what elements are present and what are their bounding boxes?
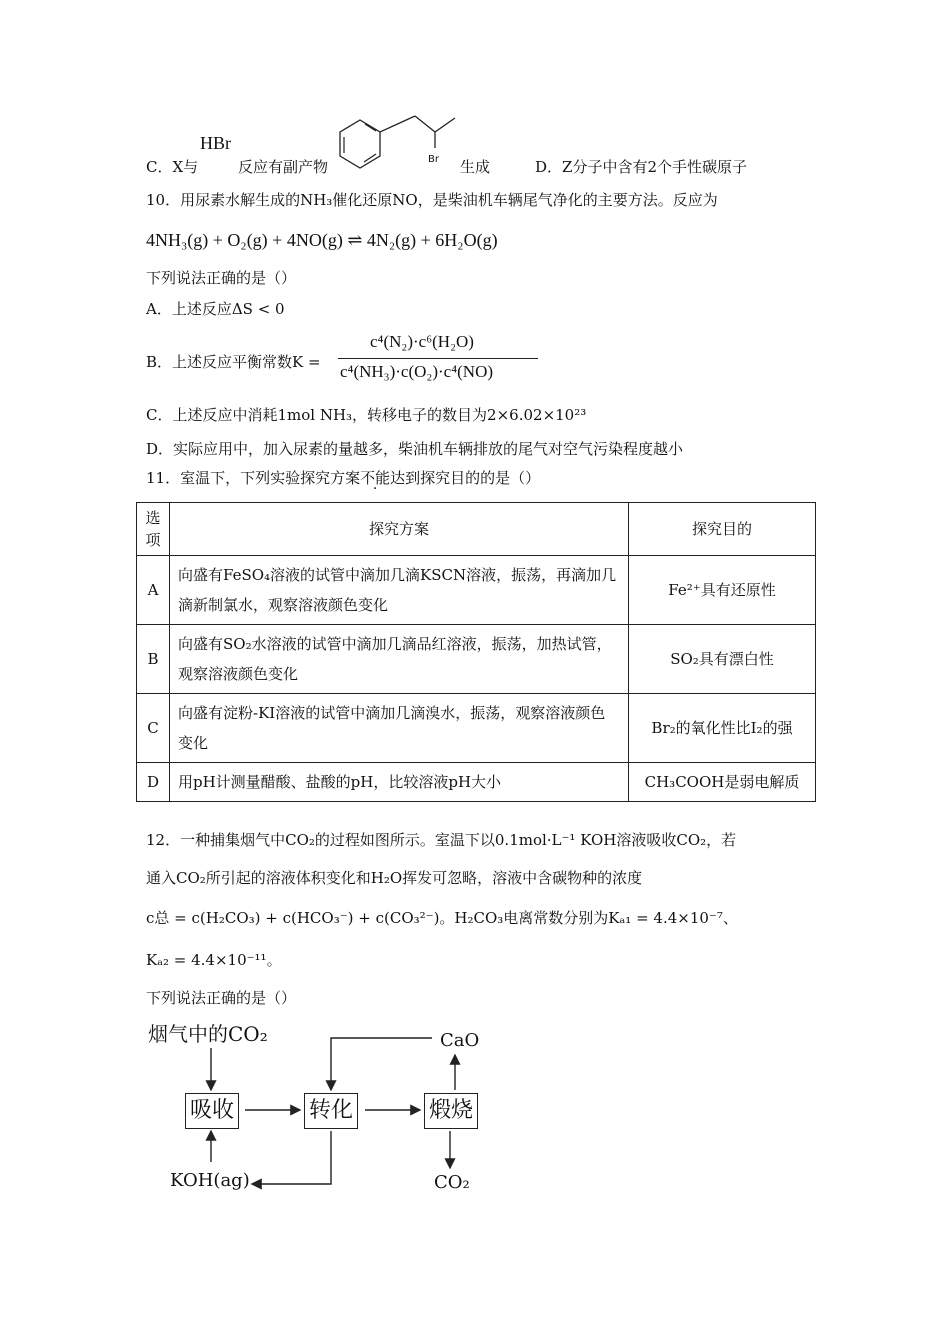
hbr-label: HBr	[200, 133, 231, 153]
q10-equation: 4NH₃(g) + O₂(g) + 4NO(g) ⇌ 4N₂(g) + 6H₂O(g)	[146, 230, 498, 250]
row-plan: 向盛有淀粉-KI溶液的试管中滴加几滴溴水，振荡，观察溶液颜色变化	[170, 694, 629, 763]
row-plan: 用pH计测量醋酸、盐酸的pH，比较溶液pH大小	[170, 763, 629, 802]
row-plan: 向盛有SO₂水溶液的试管中滴加几滴品红溶液，振荡，加热试管，观察溶液颜色变化	[170, 625, 629, 694]
header-goal: 探究目的	[629, 503, 816, 556]
row-goal: CH₃COOH是弱电解质	[629, 763, 816, 802]
row-plan: 向盛有FeSO₄溶液的试管中滴加几滴KSCN溶液，振荡，再滴加几滴新制氯水，观察溶液颜色变化	[170, 556, 629, 625]
cao-label: CaO	[440, 1030, 480, 1051]
k-numerator: c⁴(N₂)·c⁶(H₂O)	[370, 332, 474, 351]
q10-option-b-label: B．上述反应平衡常数K =	[146, 353, 321, 371]
q12-line3: c总 = c(H₂CO₃) + c(HCO₃⁻) + c(CO₃²⁻)。H₂CO₃电离常数分别为Kₐ₁ = 4.4×10⁻⁷、	[146, 909, 738, 927]
k-denominator: c⁴(NH₃)·c(O₂)·c⁴(NO)	[340, 362, 494, 381]
flue-gas-label: 烟气中的CO₂	[148, 1022, 268, 1046]
q9-option-c-middle: 反应有副产物	[238, 158, 329, 176]
row-goal: Br₂的氧化性比I₂的强	[629, 694, 816, 763]
header-option: 选项	[137, 503, 170, 556]
calcine-box: 煅烧	[424, 1093, 478, 1129]
q10-option-d: D．实际应用中，加入尿素的量越多，柴油机车辆排放的尾气对空气污染程度越小	[146, 440, 684, 458]
row-option: C	[137, 694, 170, 763]
row-option: A	[137, 556, 170, 625]
row-option: D	[137, 763, 170, 802]
q12-line1: 12．一种捕集烟气中CO₂的过程如图所示。室温下以0.1mol·L⁻¹ KOH溶液吸收CO₂，若	[146, 831, 737, 849]
absorb-box: 吸收	[185, 1093, 239, 1129]
co2-product-label: CO₂	[434, 1172, 470, 1193]
header-plan: 探究方案	[170, 503, 629, 556]
q10-option-c: C．上述反应中消耗1mol NH₃，转移电子的数目为2×6.02×10²³	[146, 406, 587, 424]
q12-ask: 下列说法正确的是（）	[146, 989, 297, 1007]
q11-stem-emphasis: 不能	[360, 469, 391, 487]
row-goal: Fe²⁺具有还原性	[629, 556, 816, 625]
row-option: B	[137, 625, 170, 694]
q9-option-c-suffix: 生成	[460, 158, 491, 176]
q11-stem-a: 11．室温下，下列实验探究方案	[146, 469, 361, 487]
q11-stem-b: 达到探究目的的是（）	[390, 469, 541, 487]
q10-option-a: A．上述反应ΔS < 0	[146, 300, 285, 318]
q9-option-d: D．Z分子中含有2个手性碳原子	[535, 158, 747, 176]
koh-label: KOH(ag)	[170, 1170, 250, 1191]
row-goal: SO₂具有漂白性	[629, 625, 816, 694]
q12-line4: Kₐ₂ = 4.4×10⁻¹¹。	[146, 951, 282, 969]
q10-stem: 10．用尿素水解生成的NH₃催化还原NO，是柴油机车辆尾气净化的主要方法。反应为	[146, 191, 718, 209]
q10-ask: 下列说法正确的是（）	[146, 269, 297, 287]
q12-line2: 通入CO₂所引起的溶液体积变化和H₂O挥发可忽略，溶液中含碳物种的浓度	[146, 869, 643, 887]
bromine-label: Br	[428, 154, 439, 165]
convert-box: 转化	[304, 1093, 358, 1129]
q9-option-c-prefix: C．X与	[146, 158, 199, 176]
